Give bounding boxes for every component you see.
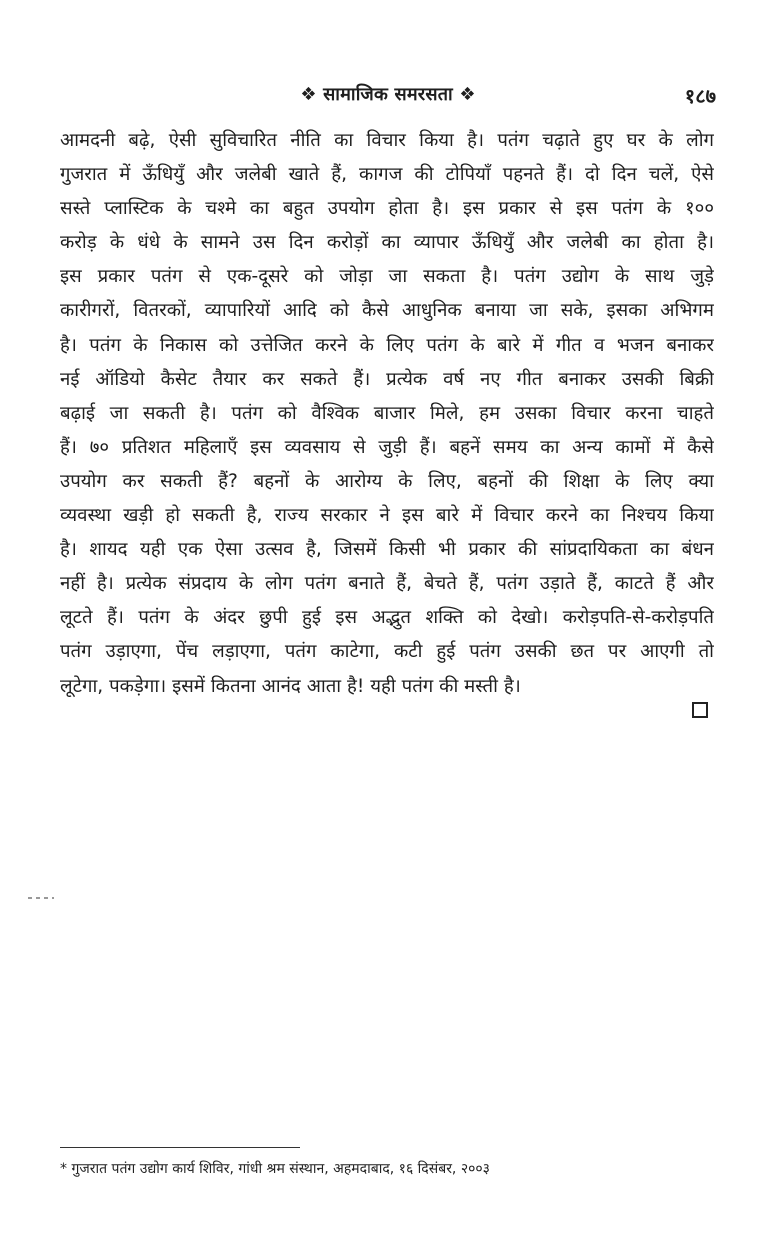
body-line: नहीं है। प्रत्येक संप्रदाय के लोग पतंग बनाते हैं, बेचते हैं, पतंग उड़ाते हैं, काटते हैं और — [60, 573, 714, 595]
body-line: व्यवस्था खड़ी हो सकती है, राज्य सरकार ने इस बारे में विचार करने का निश्चय किया — [60, 505, 714, 527]
body-line: हैं। ७० प्रतिशत महिलाएँ इस व्यवसाय से जुड़ी हैं। बहनें समय का अन्य कामों में कैसे — [60, 436, 714, 458]
body-line: है। पतंग के निकास को उत्तेजित करने के लिए पतंग के बारे में गीत व भजन बनाकर — [60, 334, 714, 356]
page-number: १८७ — [684, 84, 716, 108]
body-line: पतंग उड़ाएगा, पेंच लड़ाएगा, पतंग काटेगा, कटी हुई पतंग उसकी छत पर आएगी तो — [60, 641, 714, 663]
body-paragraph — [60, 124, 714, 704]
body-line: है। शायद यही एक ऐसा उत्सव है, जिसमें किसी भी प्रकार की सांप्रदायिकता का बंधन — [60, 539, 714, 561]
end-of-section-square-icon — [692, 702, 708, 718]
body-line: कारीगरों, वितरकों, व्यापारियों आदि को कैसे आधुनिक बनाया जा सके, इसका अभिगम — [60, 300, 714, 322]
body-line: आमदनी बढ़े, ऐसी सुविचारित नीति का विचार किया है। पतंग चढ़ाते हुए घर के लोग — [60, 130, 714, 151]
body-line: करोड़ के धंधे के सामने उस दिन करोड़ों का व्यापार ऊँधियुँ और जलेबी का होता है। — [60, 232, 714, 254]
running-title: ❖ सामाजिक समरसता ❖ — [300, 84, 476, 105]
body-line: उपयोग कर सकती हैं? बहनों के आरोग्य के लिए, बहनों की शिक्षा के लिए क्या — [60, 470, 714, 492]
body-line: नई ऑडियो कैसेट तैयार कर सकते हैं। प्रत्येक वर्ष नए गीत बनाकर उसकी बिक्री — [60, 368, 714, 390]
body-line: सस्ते प्लास्टिक के चश्मे का बहुत उपयोग होता है। इस प्रकार से इस पतंग के १०० — [60, 198, 714, 220]
body-line: बढ़ाई जा सकती है। पतंग को वैश्विक बाजार मिले, हम उसका विचार करना चाहते — [60, 402, 714, 424]
body-line: लूटेगा, पकड़ेगा। इसमें कितना आनंद आता है! यही पतंग की मस्ती है। — [60, 675, 521, 697]
scan-speck — [28, 897, 54, 899]
footnote: * गुजरात पतंग उद्योग कार्य शिविर, गांधी श्रम संस्थान, अहमदाबाद, १६ दिसंबर, २००३ — [60, 1161, 490, 1177]
body-line: लूटते हैं। पतंग के अंदर छुपी हुई इस अद्भुत शक्ति को देखो। करोड़पति-से-करोड़पति — [60, 607, 714, 629]
running-head — [0, 82, 776, 110]
body-line: इस प्रकार पतंग से एक-दूसरे को जोड़ा जा सकता है। पतंग उद्योग के साथ जुड़े — [60, 266, 714, 288]
footnote-divider — [60, 1147, 300, 1148]
body-line: गुजरात में ऊँधियुँ और जलेबी खाते हैं, कागज की टोपियाँ पहनते हैं। दो दिन चलें, ऐसे — [60, 164, 714, 186]
